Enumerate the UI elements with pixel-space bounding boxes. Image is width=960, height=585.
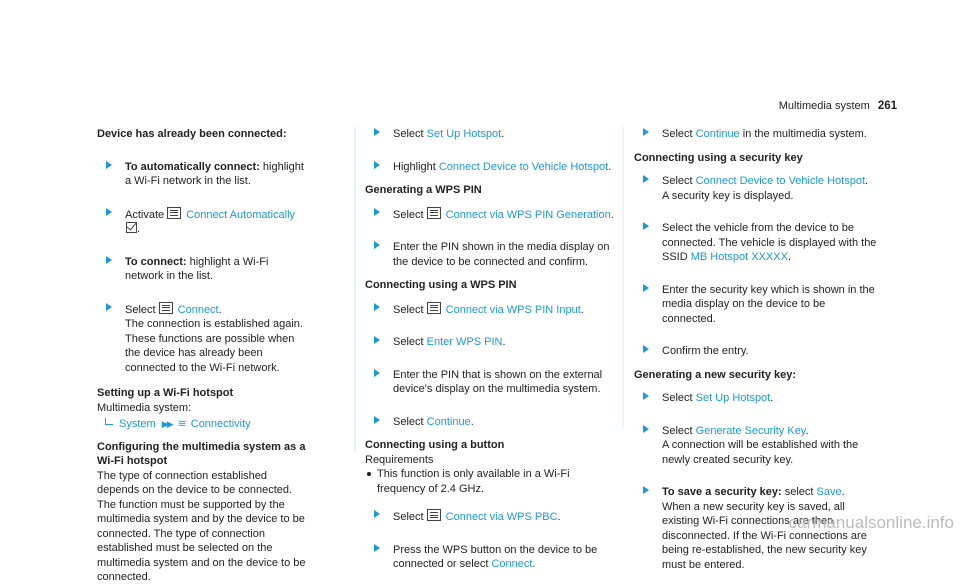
- ui-link[interactable]: Connect Device to Vehicle Hotspot: [438, 160, 609, 173]
- ui-link[interactable]: MB Hotspot XXXXX: [690, 251, 788, 263]
- menu-icon: [427, 509, 441, 521]
- step-arrow-icon: [374, 369, 380, 377]
- step-text: Select: [393, 511, 427, 523]
- step-text: Select: [393, 415, 427, 428]
- ui-link[interactable]: Generate Security Key: [695, 424, 806, 437]
- nav-path: [97, 417, 307, 432]
- step-text: A connection will be established with the newly created security key.: [662, 439, 859, 466]
- step-bold: To connect:: [125, 255, 187, 268]
- menu-icon: [159, 302, 173, 314]
- step-text: Highlight: [393, 160, 439, 173]
- step: [365, 359, 615, 406]
- ui-link[interactable]: Connect via WPS PIN Input: [445, 303, 581, 316]
- step-arrow-icon: [374, 510, 380, 518]
- step-arrow-icon: [106, 208, 112, 216]
- nav-arrow-icon: [105, 418, 113, 425]
- step-arrow-icon: [643, 486, 649, 494]
- step-arrow-icon: [374, 416, 380, 424]
- column-bar: [354, 127, 356, 452]
- step-text: Enter the security key which is shown in the media display on the device to be connected.: [662, 283, 875, 325]
- step-arrow-icon: [374, 303, 380, 311]
- bullet-item: This function is only available in a Wi-Fi frequency of 2.4 GHz.: [365, 467, 615, 496]
- heading-already-connected: Device has already been connected:: [97, 128, 287, 140]
- step: Select Set Up Hotspot.: [634, 382, 879, 415]
- menu-icon: [427, 302, 441, 314]
- step-arrow-icon: [643, 175, 649, 183]
- step: Select Connect via WPS PIN Input.: [365, 293, 615, 327]
- step: Select Connect via WPS PBC.: [365, 500, 615, 534]
- step-text: Select: [662, 128, 696, 140]
- step-text: select: [781, 486, 817, 498]
- step: [97, 246, 307, 293]
- ui-link[interactable]: Continue: [695, 128, 740, 140]
- column-2: [365, 127, 615, 581]
- step: [97, 293, 307, 387]
- step: Activate Connect Automatically.: [97, 198, 307, 246]
- ui-link[interactable]: Connect via WPS PBC: [445, 511, 558, 523]
- ui-link[interactable]: Connect: [177, 303, 219, 316]
- step-text: Select: [393, 208, 427, 221]
- step: [634, 335, 879, 368]
- page-header: [779, 99, 897, 114]
- watermark: carmanualsonline.info: [788, 512, 954, 532]
- step: [634, 127, 879, 151]
- step-arrow-icon: [106, 303, 112, 311]
- step-arrow-icon: [643, 425, 649, 433]
- heading-config: Configuring the multimedia system as a Wi-Fi hotspot: [97, 440, 306, 467]
- ui-link[interactable]: Set Up Hotspot: [426, 128, 502, 140]
- step-text: Enter the PIN that is shown on the external device's display on the multimedia system.: [393, 368, 603, 395]
- step-text: Select: [662, 392, 696, 404]
- heading-security-key: Connecting using a security key: [634, 151, 803, 164]
- step-text: Enter the PIN shown in the media display on the device to be connected and confirm.: [393, 241, 610, 268]
- step-text: Select: [393, 303, 427, 316]
- step: Select Set Up Hotspot.: [365, 127, 615, 151]
- step-text: Select: [662, 175, 696, 187]
- step-text: A security key is displayed.: [662, 189, 794, 202]
- wifi-icon: ≋: [177, 418, 187, 430]
- column-1: [97, 127, 307, 585]
- step: Select Connect via WPS PIN Generation.: [365, 198, 615, 232]
- step: Select Continue.: [365, 406, 615, 439]
- ui-link[interactable]: Continue: [426, 415, 471, 428]
- step-arrow-icon: [643, 345, 649, 353]
- ui-link[interactable]: Enter WPS PIN: [426, 336, 503, 348]
- step-arrow-icon: [374, 544, 380, 552]
- column-bar: [622, 127, 624, 427]
- step-arrow-icon: [643, 128, 649, 136]
- step-text: When a new security key is saved, all existing Wi-Fi connections are then disconnected. If the Wi-Fi connections are being re-established, the new security key must be entered.: [662, 500, 867, 571]
- ui-link[interactable]: Connect via WPS PIN Generation: [445, 208, 611, 221]
- step: Select the vehicle from the device to be connected. The vehicle is displayed with the SSID MB Hotspot XXXXX.: [634, 212, 879, 274]
- paragraph: The type of connection established depends on the device to be connected. The function must be supported by the multimedia system and by the device to be connected. The type of connection established must be selected on the multimedia system and on the device to be connected.: [97, 469, 306, 583]
- step-text: Activate: [125, 208, 168, 221]
- heading-button: Connecting using a button: [365, 439, 505, 451]
- step-arrow-icon: [374, 336, 380, 344]
- step-text: highlight a Wi-Fi network in the list.: [125, 160, 304, 187]
- step-arrow-icon: [374, 241, 380, 249]
- step-text: Select: [125, 303, 159, 316]
- step: [634, 274, 879, 336]
- step-bold: To save a security key:: [662, 486, 782, 498]
- ui-link[interactable]: Connect: [491, 558, 533, 570]
- menu-icon: [167, 207, 181, 219]
- punct: .: [218, 303, 222, 316]
- ui-link[interactable]: Save: [816, 486, 842, 498]
- heading-new-key: Generating a new security key:: [634, 368, 797, 381]
- menu-icon: [427, 207, 441, 219]
- ui-link[interactable]: Connect Device to Vehicle Hotspot: [695, 175, 866, 187]
- step: To save a security key: select Save. When a new security key is saved, all existing Wi-Fi connections are then disconnected. If the Wi-Fi connections are being re-established, the new security key must be entered.: [634, 476, 879, 581]
- step: [97, 151, 307, 198]
- section-title: Multimedia system: [778, 100, 870, 112]
- step: Select Connect Device to Vehicle Hotspot. A security key is displayed.: [634, 165, 879, 212]
- ui-link[interactable]: Connect Automatically: [186, 208, 296, 221]
- step-text: Select: [662, 424, 696, 437]
- step: Select Enter WPS PIN.: [365, 326, 615, 359]
- text-line: Multimedia system:: [97, 401, 192, 414]
- double-chevron-icon: ▶▶: [161, 419, 172, 429]
- step: Highlight Connect Device to Vehicle Hotspot.: [365, 151, 615, 184]
- step-text: Select: [393, 336, 427, 348]
- page-number: 261: [877, 100, 897, 112]
- step-arrow-icon: [643, 392, 649, 400]
- step-bold: To automatically connect:: [125, 160, 260, 173]
- step-text: Select: [393, 128, 427, 140]
- step-text: The connection is established again. These functions are possible when the device has already been connected to the Wi-Fi network.: [125, 318, 303, 374]
- step: [365, 231, 615, 278]
- step: Press the WPS button on the device to be connected or select Connect.: [365, 534, 615, 581]
- step-text: in the multimedia system.: [739, 128, 867, 140]
- step-arrow-icon: [374, 208, 380, 216]
- step-text: Press the WPS button on the device to be connected or select: [393, 543, 598, 570]
- step-arrow-icon: [374, 128, 380, 136]
- heading-wps: Generating a WPS PIN: [365, 184, 482, 196]
- step-arrow-icon: [374, 161, 380, 169]
- step-text: highlight a Wi-Fi network in the list.: [125, 255, 269, 282]
- step-arrow-icon: [106, 256, 112, 264]
- checkbox-icon: [126, 222, 137, 233]
- heading-pin: Connecting using a WPS PIN: [365, 279, 517, 291]
- step-arrow-icon: [106, 161, 112, 169]
- heading-hotspot: Setting up a Wi-Fi hotspot: [97, 387, 234, 399]
- nav-connectivity[interactable]: Connectivity: [190, 418, 251, 430]
- nav-system[interactable]: System: [119, 418, 156, 430]
- requirements-label: Requirements: [365, 453, 434, 466]
- step-text: Confirm the entry.: [662, 345, 749, 357]
- step: Select Generate Security Key. A connection will be established with the newly created security key.: [634, 415, 879, 477]
- step-text: Select the vehicle from the device to be connected. The vehicle is displayed with the SSID: [662, 222, 877, 263]
- ui-link[interactable]: Set Up Hotspot: [695, 392, 771, 404]
- step-arrow-icon: [643, 222, 649, 230]
- step-arrow-icon: [643, 284, 649, 292]
